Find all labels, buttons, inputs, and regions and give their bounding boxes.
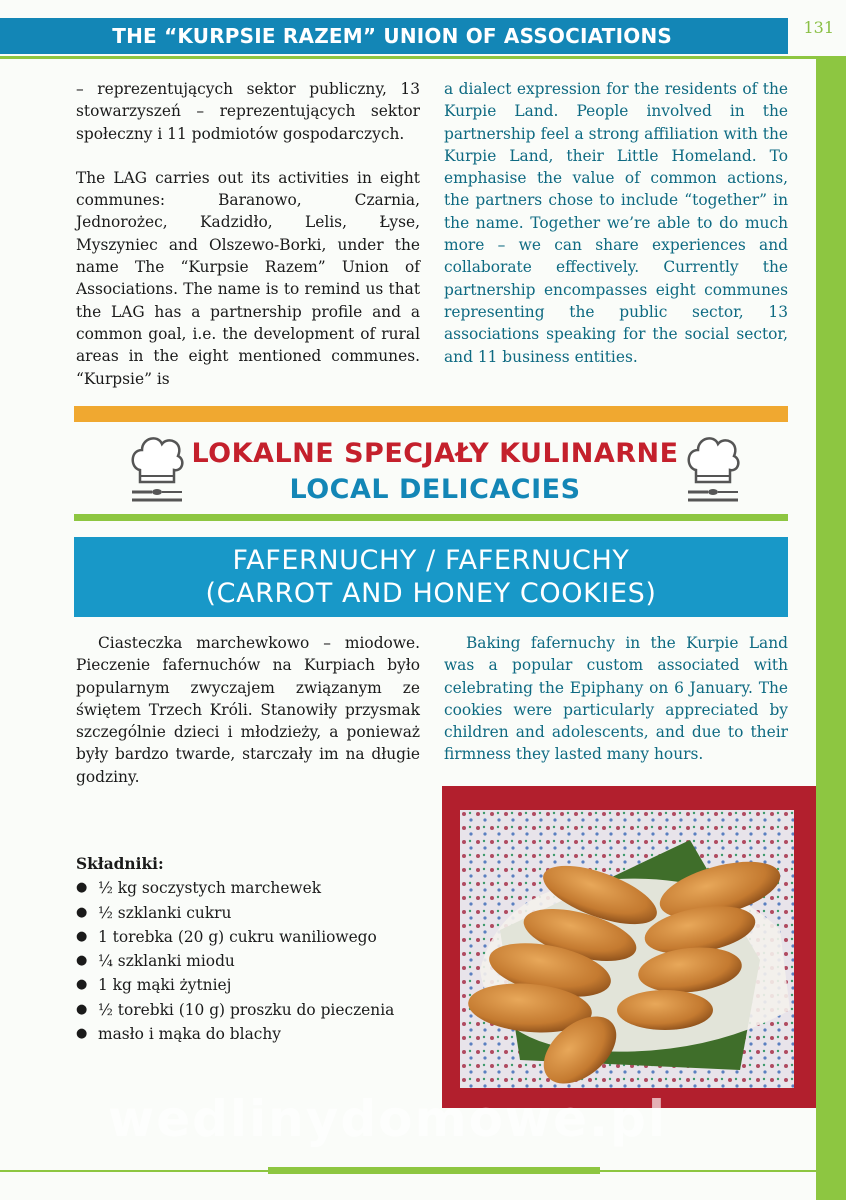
recipe-title-line2: (CARROT AND HONEY COOKIES) (205, 578, 657, 609)
ingredients-list (76, 852, 436, 1046)
list-item: ● ¼ szklanki miodu (76, 949, 436, 973)
paragraph: Ciasteczka marchewkowo – miodowe. Pieczenie fafernuchów na Kurpiach było popularnym zwyczajem związanym ze świętem Trzech Króli. Stanowiły przysmak szczególnie dzieci i młodzieży, a ponieważ były bardzo twarde, starczały im na długie godziny. (76, 634, 420, 786)
header-underline (0, 56, 816, 59)
header-bar (0, 18, 788, 54)
watermark: wedlinydomowe.pl (108, 1090, 667, 1148)
paragraph: a dialect expression for the residents of the Kurpie Land. People involved in the partnership feel a strong affiliation with the Kurpie Land, their Little Homeland. To emphasise the value of common actions, the partners chose to include “together” in the name. Together we’re able to do much more – we can share experiences and collaborate effectively. Currently the partnership encompasses eight communes representing the public sector, 13 associations speaking for the social sector, and 11 business entities. (444, 80, 788, 366)
paragraph: – reprezentujących sektor publiczny, 13 stowarzyszeń – reprezentujących sektor społeczny i 11 podmiotów gospodarczych. (76, 80, 420, 143)
cookies-photo (460, 810, 794, 1088)
recipe-title-box (74, 537, 788, 617)
list-item: ● ½ kg soczystych marchewek (76, 876, 436, 900)
ingredients-title: Składniki: (76, 855, 164, 873)
section-title-polish: LOKALNE SPECJAŁY KULINARNE (191, 438, 679, 469)
header-title: THE “KURPSIE RAZEM” UNION OF ASSOCIATIONS (112, 24, 672, 48)
section-title-english: LOCAL DELICACIES (289, 474, 581, 505)
list-item: ● ½ torebki (10 g) proszku do pieczenia (76, 998, 436, 1022)
recipe-intro-english (444, 632, 788, 766)
top-right-column (444, 78, 788, 368)
chef-hat-icon (128, 430, 186, 506)
top-left-column (76, 78, 420, 390)
list-item: ● masło i mąka do blachy (76, 1022, 436, 1046)
list-item: ● 1 kg mąki żytniej (76, 973, 436, 997)
paragraph: The LAG carries out its activities in eight communes: Baranowo, Czarnia, Jednorożec, Kadzidło, Lelis, Łyse, Myszyniec and Olszewo-Borki, under the name The “Kurpsie Razem” Union of Associations. The name is to remind us that the LAG has a partnership profile and a common goal, i.e. the development of rural areas in the eight mentioned communes. “Kurpsie” is (76, 168, 420, 388)
side-accent-bar (816, 56, 846, 1200)
chef-hat-icon (684, 430, 742, 506)
footer-accent (268, 1167, 600, 1174)
paragraph: Baking fafernuchy in the Kurpie Land was a popular custom associated with celebrating the Epiphany on 6 January. The cookies were particularly appreciated by children and adolescents, and due to their firmness they lasted many hours. (444, 634, 788, 764)
list-item: ● ½ szklanki cukru (76, 901, 436, 925)
recipe-title-line1: FAFERNUCHY / FAFERNUCHY (232, 545, 630, 576)
recipe-intro-polish (76, 632, 420, 788)
section-divider-bottom (74, 514, 788, 521)
section-divider-top (74, 406, 788, 422)
list-item: ● 1 torebka (20 g) cukru waniliowego (76, 925, 436, 949)
page-number: 131 (803, 18, 834, 37)
